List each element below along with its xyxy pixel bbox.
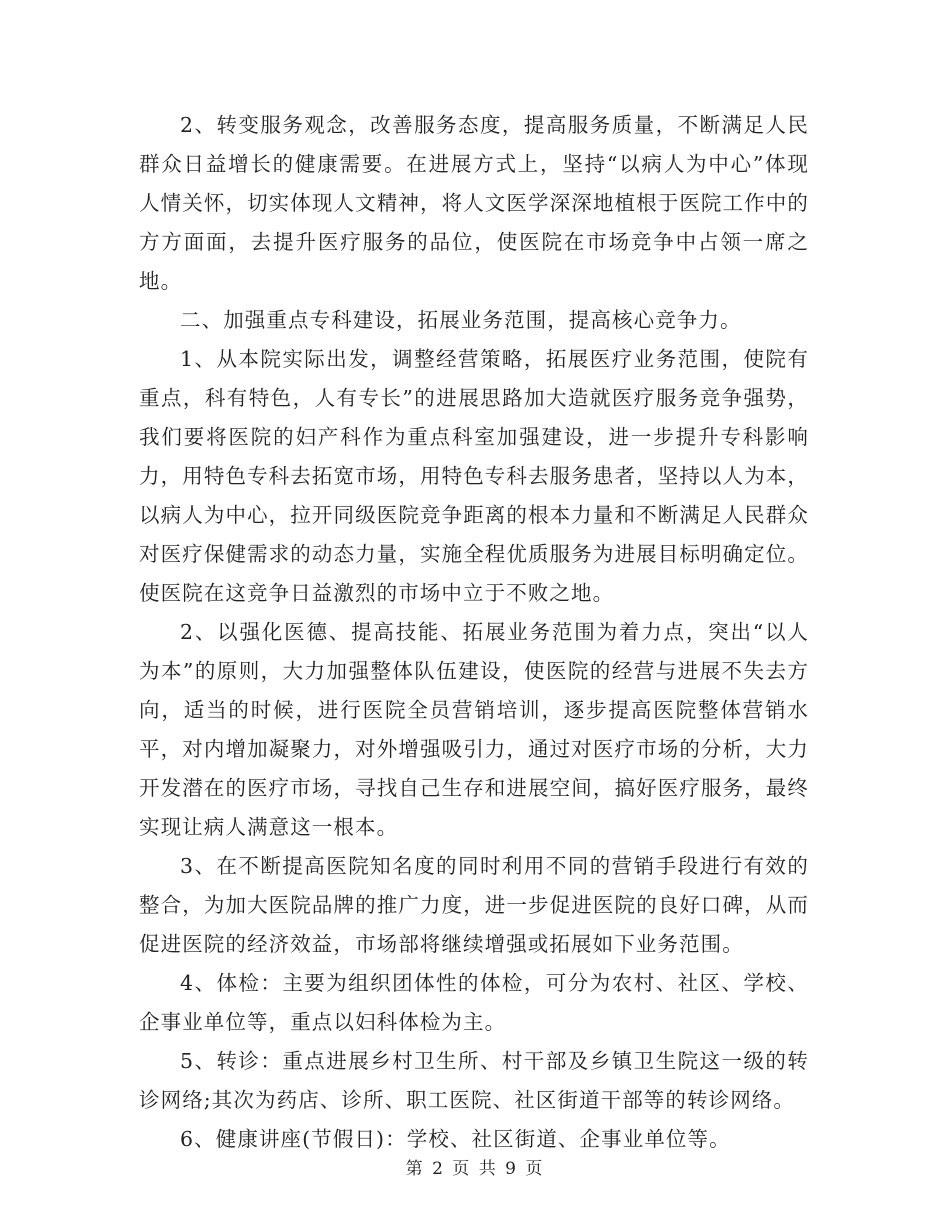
paragraph-referral: 5、转诊：重点进展乡村卫生所、村干部及乡镇卫生院这一级的转诊网络;其次为药店、诊所、职工医院、社区街道干部等的转诊网络。 (139, 1049, 809, 1112)
page-number-footer: 第 2 页 共 9 页 (405, 1159, 545, 1179)
paragraph-checkup: 4、体检：主要为组织团体性的体检，可分为农村、社区、学校、企事业单位等，重点以妇科体检为主。 (139, 971, 809, 1034)
document-body (139, 106, 809, 1159)
paragraph-ethics: 2、以强化医德、提高技能、拓展业务范围为着力点，突出“以人为本”的原则，大力加强整体队伍建设，使医院的经营与进展不失去方向，适当的时候，进行医院全员营销培训，逐步提高医院整体营销水平，对内增加凝聚力，对外增强吸引力，通过对医疗市场的分析，大力开发潜在的医疗市场，寻找自己生存和进展空间，搞好医疗服务，最终实现让病人满意这一根本。 (139, 620, 809, 839)
paragraph-service-concept: 2、转变服务观念，改善服务态度，提高服务质量，不断满足人民群众日益增长的健康需要。在进展方式上，坚持“以病人为中心”体现人情关怀，切实体现人文精神，将人文医学深深地植根于医院工作中的方方面面，去提升医疗服务的品位，使医院在市场竞争中占领一席之地。 (139, 113, 809, 293)
paragraph-health-lecture: 6、健康讲座(节假日)：学校、社区街道、企事业单位等。 (180, 1127, 731, 1151)
paragraph-marketing: 3、在不断提高医院知名度的同时利用不同的营销手段进行有效的整合，为加大医院品牌的推广力度，进一步促进医院的良好口碑，从而促进医院的经济效益，市场部将继续增强或拓展如下业务范围。 (139, 854, 809, 956)
paragraph-strategy: 1、从本院实际出发，调整经营策略，拓展医疗业务范围，使院有重点，科有特色，人有专长”的进展思路加大造就医疗服务竞争强势，我们要将医院的妇产科作为重点科室加强建设，进一步提升专科影响力，用特色专科去拓宽市场，用特色专科去服务患者，坚持以人为本，以病人为中心，拉开同级医院竞争距离的根本力量和不断满足人民群众对医疗保健需求的动态力量，实施全程优质服务为进展目标明确定位。使医院在这竞争日益激烈的市场中立于不败之地。 (139, 347, 809, 605)
section-heading-specialty: 二、加强重点专科建设，拓展业务范围，提高核心竞争力。 (180, 308, 742, 332)
